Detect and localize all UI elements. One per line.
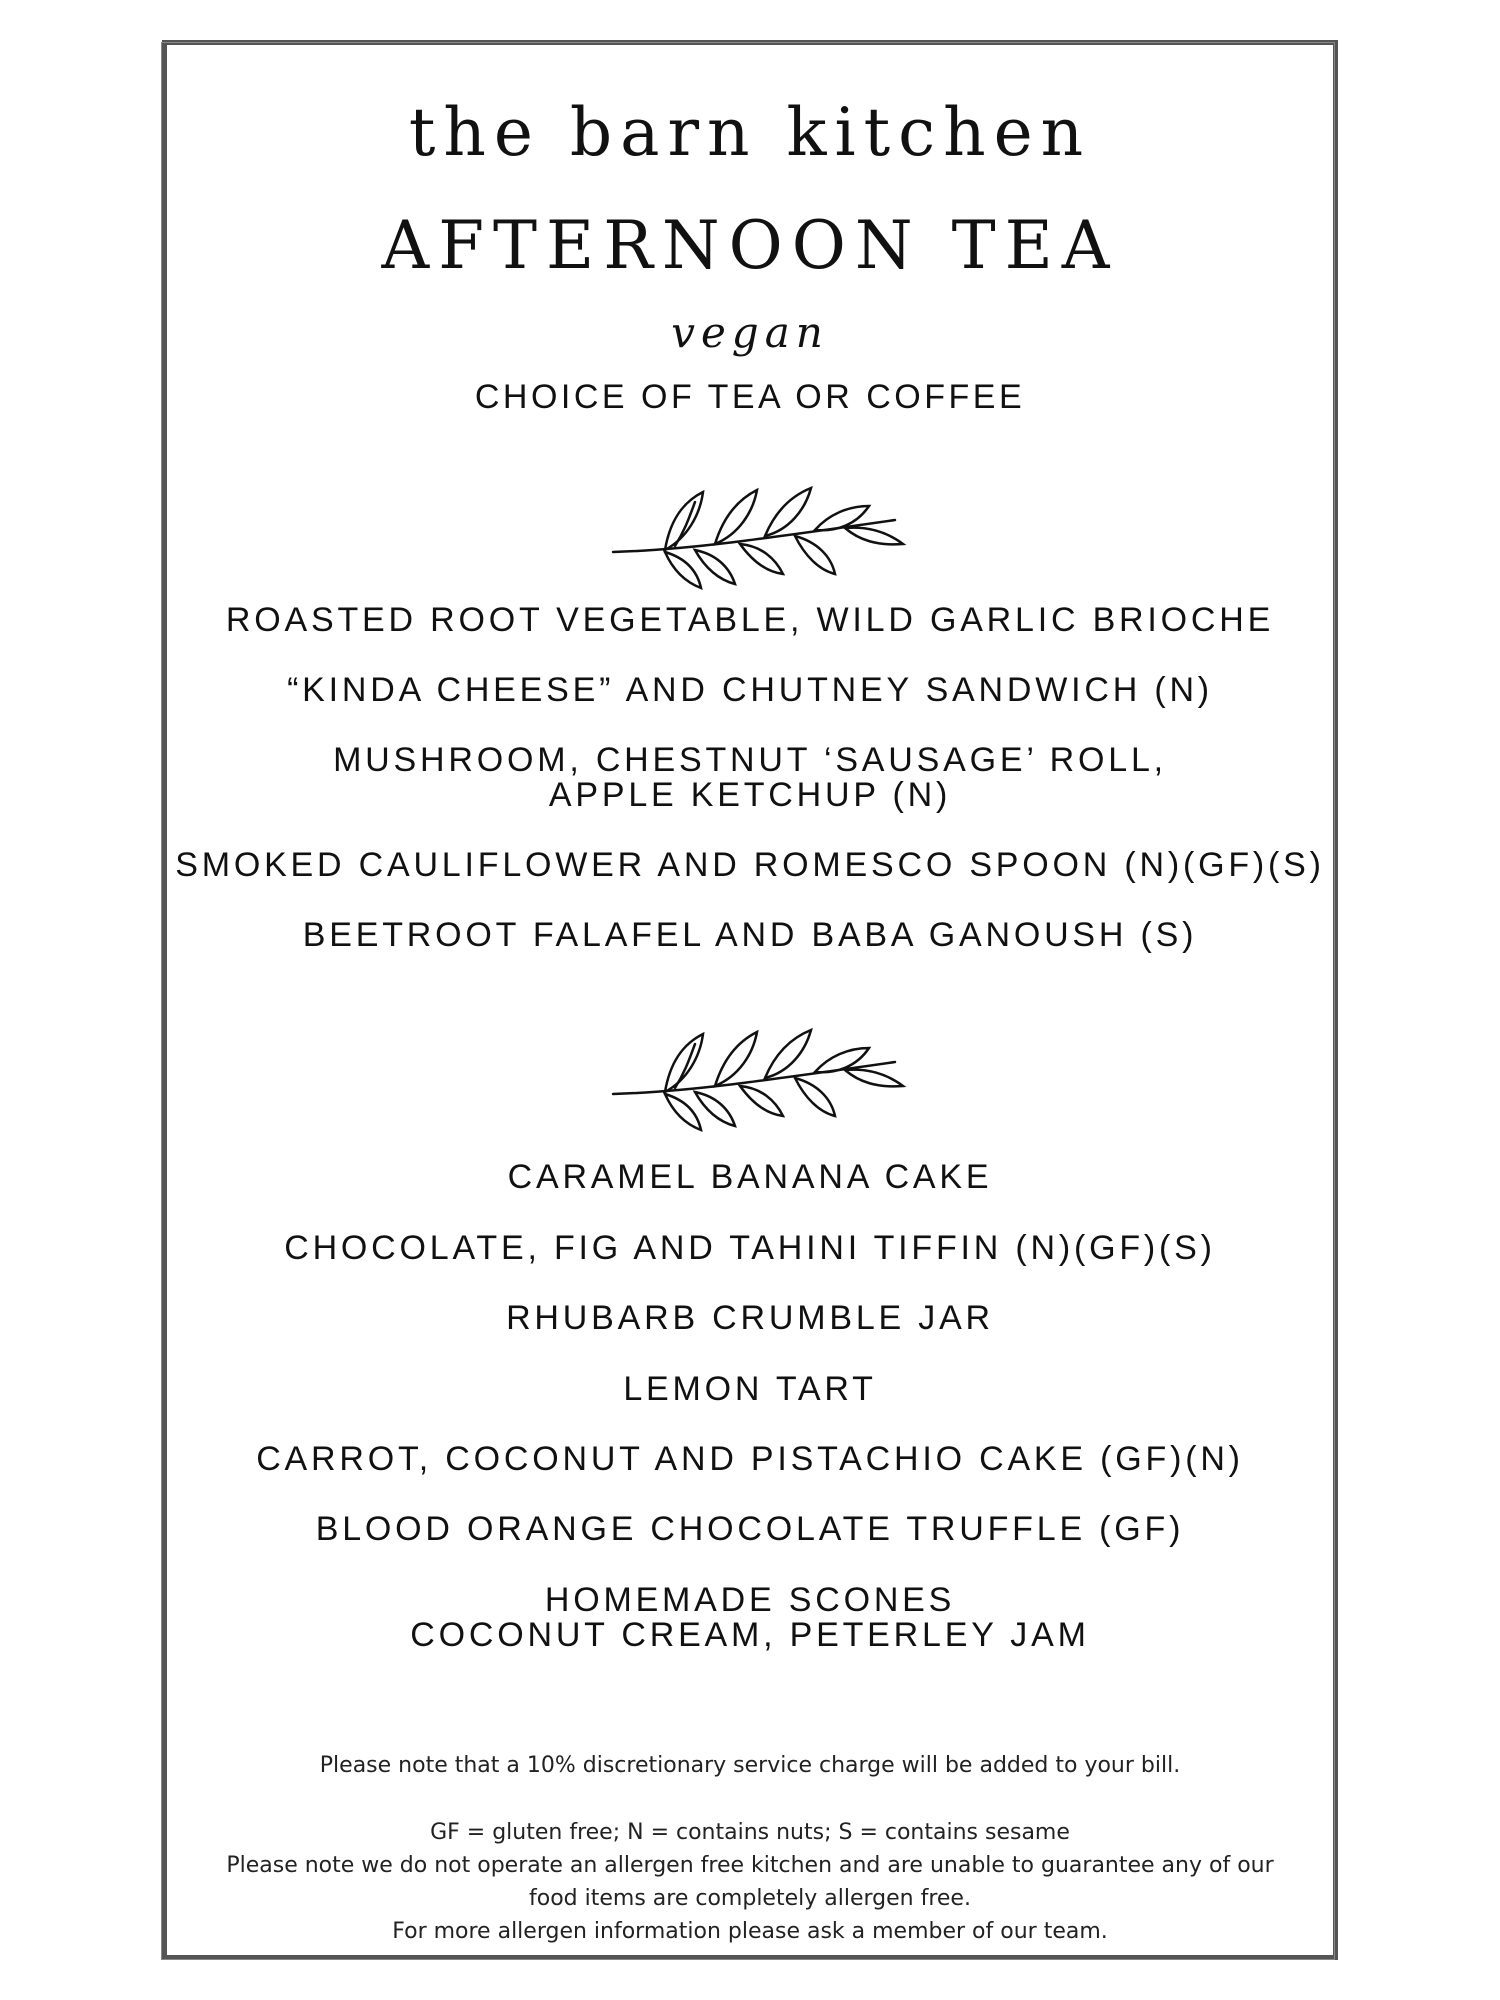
- menu-subtitle: vegan: [671, 308, 829, 357]
- menu-item: RHUBARB CRUMBLE JAR: [506, 1299, 994, 1337]
- menu-item: ROASTED ROOT VEGETABLE, WILD GARLIC BRIOCHE: [225, 601, 1275, 639]
- menu-item: BEETROOT FALAFEL AND BABA GANOUSH (S): [302, 916, 1198, 954]
- menu-item: CARAMEL BANANA CAKE: [507, 1158, 993, 1196]
- allergen-key: GF = gluten free; N = contains nuts; S = contains sesame: [430, 1820, 1070, 1845]
- leaf-sprig-icon: [605, 480, 925, 600]
- menu-item: SMOKED CAULIFLOWER AND ROMESCO SPOON (N)(GF)(S): [175, 846, 1325, 884]
- brand-name: the barn kitchen: [408, 94, 1092, 171]
- drink-choice: CHOICE OF TEA OR COFFEE: [474, 378, 1026, 416]
- allergen-note: For more allergen information please ask a member of our team.: [392, 1919, 1108, 1944]
- service-charge-note: Please note that a 10% discretionary service charge will be added to your bill.: [319, 1753, 1181, 1778]
- menu-item: “KINDA CHEESE” AND CHUTNEY SANDWICH (N): [287, 671, 1213, 709]
- allergen-note: Please note we do not operate an allergen free kitchen and are unable to guarantee any of our: [226, 1853, 1274, 1878]
- allergen-note: food items are completely allergen free.: [529, 1886, 971, 1911]
- menu-item: CARROT, COCONUT AND PISTACHIO CAKE (GF)(N): [256, 1440, 1244, 1478]
- menu-item: HOMEMADE SCONES COCONUT CREAM, PETERLEY JAM: [410, 1581, 1090, 1654]
- menu-item: MUSHROOM, CHESTNUT ‘SAUSAGE’ ROLL, APPLE KETCHUP (N): [333, 741, 1167, 814]
- menu-title: AFTERNOON TEA: [381, 207, 1119, 284]
- menu-item: BLOOD ORANGE CHOCOLATE TRUFFLE (GF): [315, 1510, 1185, 1548]
- menu-item: CHOCOLATE, FIG AND TAHINI TIFFIN (N)(GF)(S): [284, 1229, 1216, 1267]
- menu-item: LEMON TART: [623, 1370, 877, 1408]
- leaf-sprig-icon: [605, 1022, 925, 1142]
